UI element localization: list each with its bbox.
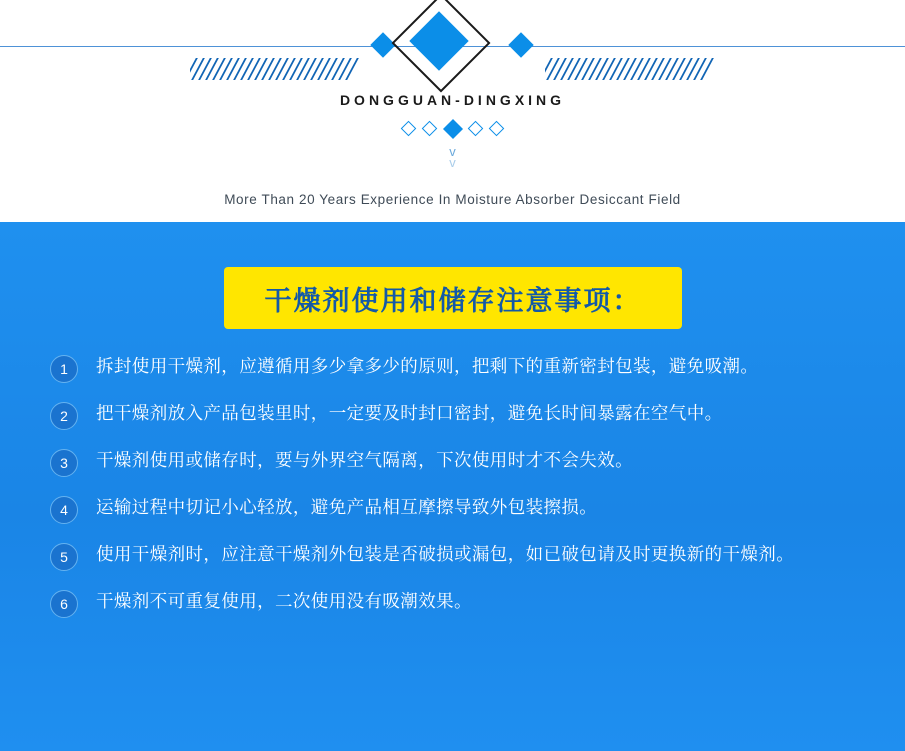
list-item-number: 1 [50,355,78,383]
list-item-text: 运输过程中切记小心轻放，避免产品相互摩擦导致外包装擦损。 [96,498,598,518]
chevron-down-icon: v [449,155,456,170]
page-title: 干燥剂使用和储存注意事项： [264,285,642,317]
list-item [50,354,870,401]
list-item-number: 6 [50,590,78,618]
notes-list [50,354,870,636]
list-item-number: 5 [50,543,78,571]
header-tagline: More Than 20 Years Experience In Moisture Absorber Desiccant Field [224,192,681,207]
ornament-diamond-filled-icon [443,119,463,139]
list-item-number: 4 [50,496,78,524]
list-item-number: 3 [50,449,78,477]
content-panel [0,222,905,751]
hatch-stripes-left [190,58,360,80]
chevron-down-icon: v [449,144,456,159]
list-item [50,542,870,589]
list-item-text: 把干燥剂放入产品包装里时，一定要及时封口密封，避免长时间暴露在空气中。 [96,404,723,424]
list-item-text: 拆封使用干燥剂，应遵循用多少拿多少的原则，把剩下的重新密封包装，避免吸潮。 [96,357,759,377]
list-item [50,448,870,495]
list-item-number: 2 [50,402,78,430]
diamond-ornament-row [0,120,905,138]
accent-diamond-right-icon [508,32,533,57]
ornament-diamond-icon [422,121,438,137]
accent-diamond-left-icon [370,32,395,57]
chevron-down-ornament [0,146,905,168]
ornament-diamond-icon [468,121,484,137]
page-header [0,0,905,222]
brand-name: DONGGUAN-DINGXING [339,92,566,108]
list-item [50,589,870,636]
section-title-box [224,267,682,329]
list-item-text: 干燥剂不可重复使用，二次使用没有吸潮效果。 [96,592,472,612]
list-item-text: 使用干燥剂时，应注意干燥剂外包装是否破损或漏包，如已破包请及时更换新的干燥剂。 [96,545,795,565]
ornament-diamond-icon [489,121,505,137]
list-item [50,401,870,448]
hatch-stripes-right [545,58,715,80]
ornament-diamond-icon [400,121,416,137]
list-item [50,495,870,542]
list-item-text: 干燥剂使用或储存时，要与外界空气隔离，下次使用时才不会失效。 [96,451,633,471]
